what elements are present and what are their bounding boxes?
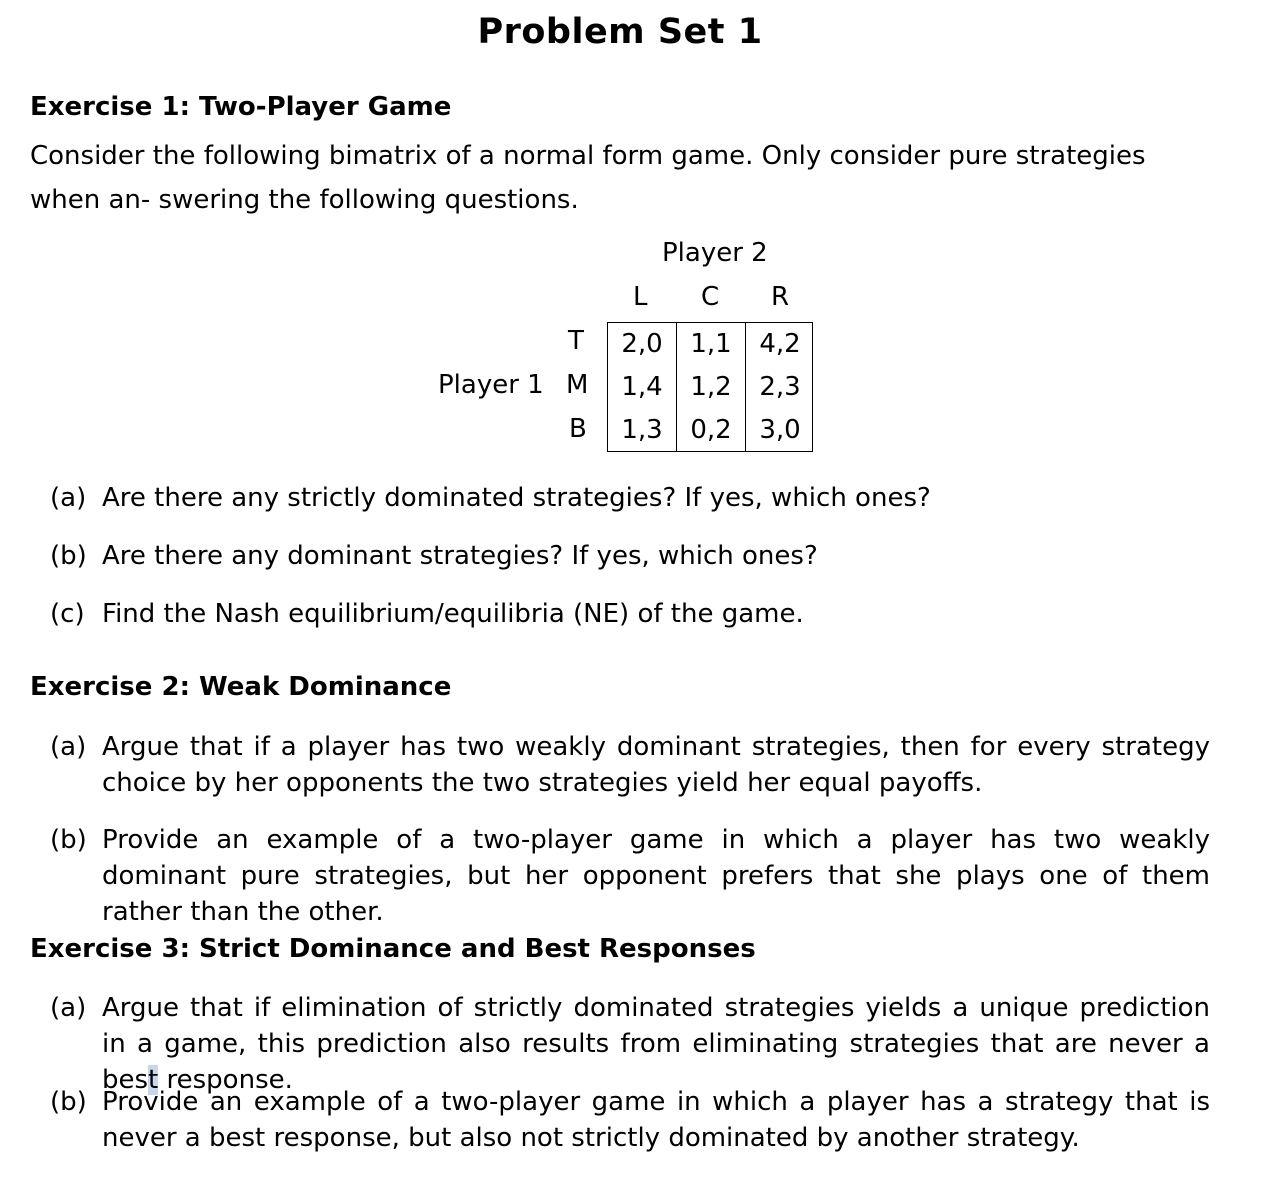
payoff-cell: 1,4 [621,372,663,402]
exercise-3-heading: Exercise 3: Strict Dominance and Best Responses [30,934,756,964]
column-label-l: L [633,282,648,312]
payoff-cell: 1,3 [621,415,663,445]
item-marker: (b) [50,1087,87,1117]
item-text [102,990,1210,1098]
payoff-cell: 0,2 [690,415,732,445]
item-text: Are there any dominant strategies? If yes, which ones? [102,541,818,571]
item-marker: (c) [50,599,85,629]
item-text: Provide an example of a two-player game in which a player has a strategy that is never a best response, but also not strictly dominated by another strategy. [102,1087,1210,1153]
payoff-cell: 3,0 [759,415,801,445]
player-1-label: Player 1 [438,370,544,400]
payoff-cell: 1,2 [690,372,732,402]
item-marker: (a) [50,732,87,762]
row-label-t: T [568,326,584,356]
exercise-2-heading: Exercise 2: Weak Dominance [30,672,452,702]
item-text: Find the Nash equilibrium/equilibria (NE) of the game. [102,599,804,629]
item-text: Are there any strictly dominated strategies? If yes, which ones? [102,483,931,513]
item-text-part: response. [158,1065,293,1095]
row-label-b: B [569,414,587,444]
player-2-label: Player 2 [662,238,768,268]
payoff-cell: 4,2 [759,329,801,359]
item-marker: (a) [50,483,87,513]
row-label-m: M [566,370,589,400]
payoff-cell: 1,1 [690,329,732,359]
item-marker: (b) [50,541,87,571]
text-selection-highlight: t [148,1065,159,1095]
item-text: Provide an example of a two-player game in which a player has two weakly dominant pure strategies, but her opponent prefers that she plays one of them rather than the other. [102,825,1210,927]
payoff-grid [607,322,813,452]
exercise-1-intro: Consider the following bimatrix of a normal form game. Only consider pure strategies when an- swering the following questions. [30,141,1146,215]
column-label-r: R [771,282,790,312]
exercise-1-heading: Exercise 1: Two-Player Game [30,92,452,122]
item-text: Argue that if a player has two weakly dominant strategies, then for every strategy choice by her opponents the two strategies yield her equal payoffs. [102,732,1210,798]
column-label-c: C [701,282,720,312]
item-text-part: Argue that if elimination of strictly dominated strategies yields a unique prediction in a game, this prediction also results from eliminating strategies that are never a bes [102,993,1210,1095]
page-title: Problem Set 1 [477,12,763,52]
payoff-cell: 2,3 [759,372,801,402]
payoff-cell: 2,0 [621,329,663,359]
item-marker: (b) [50,825,87,855]
item-marker: (a) [50,993,87,1023]
